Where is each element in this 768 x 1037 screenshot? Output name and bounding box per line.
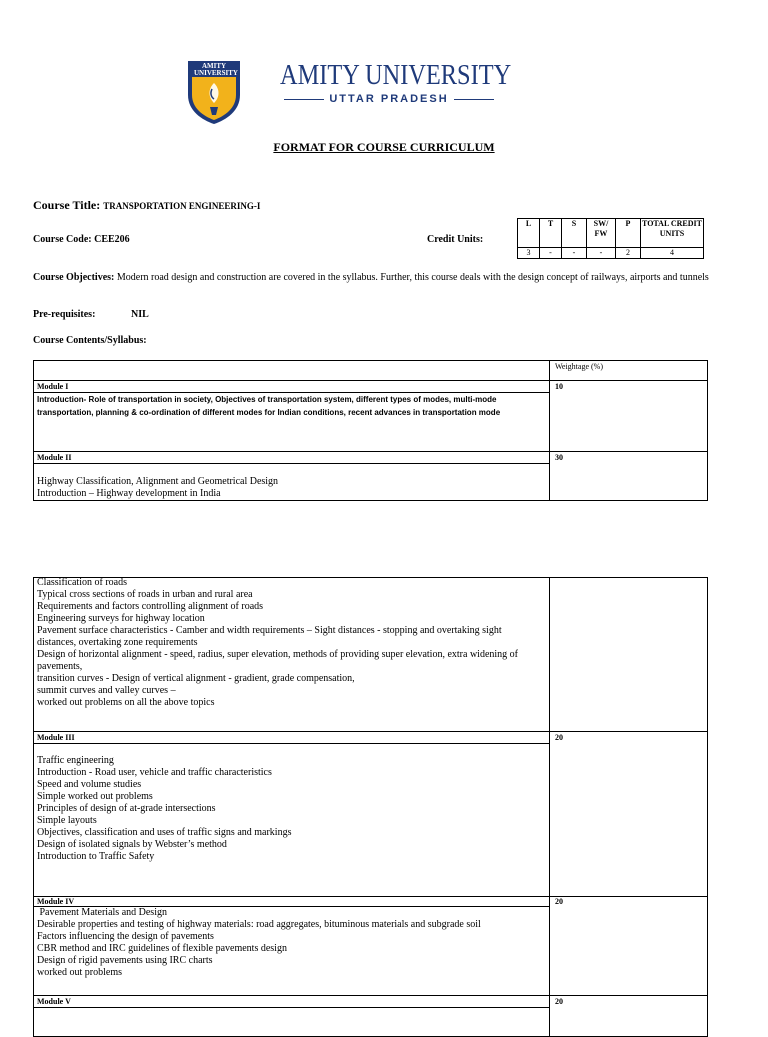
credit-units-label: Credit Units: bbox=[427, 234, 484, 245]
university-subtitle-text: UTTAR PRADESH bbox=[329, 93, 449, 105]
content-line: Classification of roads bbox=[37, 577, 127, 588]
module-2-title: Module II bbox=[37, 453, 72, 462]
objectives-text: Modern road design and construction are covered in the syllabus. Further, this course deals with the design concept of railways, airports and tunnels bbox=[116, 272, 709, 283]
content-line: Objectives, classification and uses of traffic signs and markings bbox=[37, 827, 292, 838]
content-line: summit curves and valley curves – bbox=[37, 685, 176, 696]
module-1-weight: 10 bbox=[555, 382, 563, 391]
content-line: Requirements and factors controlling alignment of roads bbox=[37, 601, 264, 612]
course-code bbox=[33, 234, 130, 245]
credit-header-cell: TOTAL CREDIT UNITS bbox=[641, 219, 704, 248]
divider bbox=[284, 99, 324, 100]
content-line: Introduction to Traffic Safety bbox=[37, 851, 155, 862]
prerequisites-value: NIL bbox=[131, 309, 149, 320]
row-divider bbox=[33, 463, 549, 464]
module-4-weight: 20 bbox=[555, 897, 563, 906]
column-divider bbox=[549, 577, 550, 1037]
course-title-value: TRANSPORTATION ENGINEERING-I bbox=[103, 201, 261, 211]
credit-header-cell: T bbox=[540, 219, 562, 248]
credit-header-cell: S bbox=[562, 219, 587, 248]
row-divider bbox=[33, 1007, 549, 1008]
module-3-content bbox=[37, 755, 291, 863]
content-line: Design of isolated signals by Webster’s method bbox=[37, 839, 227, 850]
content-line: Introduction – Highway development in India bbox=[37, 488, 221, 499]
credit-header-cell: SW/ FW bbox=[587, 219, 616, 248]
university-subtitle bbox=[284, 93, 494, 105]
syllabus-label: Course Contents/Syllabus: bbox=[33, 335, 147, 346]
row-divider bbox=[33, 380, 708, 381]
content-line: Principles of design of at-grade intersections bbox=[37, 803, 216, 814]
logo-text: AMITY UNIVERSITY bbox=[194, 62, 238, 77]
content-line: worked out problems on all the above topics bbox=[37, 697, 215, 708]
row-divider bbox=[33, 451, 708, 452]
course-title bbox=[33, 198, 260, 213]
content-line: Engineering surveys for highway location bbox=[37, 613, 205, 624]
content-line: Pavement surface characteristics - Camber and width requirements – Sight distances - stopping and overtaking sight bbox=[37, 625, 502, 636]
content-line: Design of horizontal alignment - speed, radius, super elevation, methods of providing super elevation, extra widening of bbox=[37, 649, 518, 660]
divider bbox=[454, 99, 494, 100]
credit-units-table bbox=[517, 218, 704, 259]
module-4-title: Module IV bbox=[37, 897, 75, 906]
content-line: Desirable properties and testing of highway materials: road aggregates, bituminous materials and subgrade soil bbox=[37, 919, 481, 930]
row-divider bbox=[33, 743, 549, 744]
module-5-weight: 20 bbox=[555, 997, 563, 1006]
row-divider bbox=[33, 995, 708, 996]
module-4-content bbox=[37, 907, 481, 979]
credit-value-cell: - bbox=[562, 248, 587, 259]
course-title-label: Course Title: bbox=[33, 198, 101, 212]
content-line: Traffic engineering bbox=[37, 755, 114, 766]
content-line: distances, overtaking zone requirements bbox=[37, 637, 198, 648]
module-3-title: Module III bbox=[37, 733, 75, 742]
credit-value-cell: 4 bbox=[641, 248, 704, 259]
module-1-title: Module I bbox=[37, 382, 69, 391]
credit-header-cell: P bbox=[616, 219, 641, 248]
module-3-weight: 20 bbox=[555, 733, 563, 742]
module-1-content: Introduction- Role of transportation in society, Objectives of transportation system, different types of modes, multi-mode transportation, planning & co-ordination of different modes for Indian conditions, recent advances in transportation mode bbox=[37, 395, 501, 417]
module-5-title: Module V bbox=[37, 997, 71, 1006]
module-2-continued bbox=[37, 577, 518, 709]
course-objectives bbox=[33, 272, 755, 283]
column-divider bbox=[549, 360, 550, 501]
content-line: pavements, bbox=[37, 661, 83, 672]
content-line: transition curves - Design of vertical alignment - gradient, grade compensation, bbox=[37, 673, 355, 684]
content-line: Highway Classification, Alignment and Geometrical Design bbox=[37, 476, 279, 487]
row-divider bbox=[33, 896, 708, 897]
content-line: Simple layouts bbox=[37, 815, 97, 826]
document-title: FORMAT FOR COURSE CURRICULUM bbox=[273, 140, 495, 154]
weightage-header: Weightage (%) bbox=[555, 362, 603, 371]
module-2-weight: 30 bbox=[555, 453, 563, 462]
content-line: CBR method and IRC guidelines of flexible pavements design bbox=[37, 943, 287, 954]
course-code-label: Course Code: bbox=[33, 234, 92, 245]
credit-header-cell: L bbox=[518, 219, 540, 248]
credit-value-cell: 3 bbox=[518, 248, 540, 259]
objectives-label: Course Objectives: bbox=[33, 272, 115, 283]
content-line: Introduction - Road user, vehicle and traffic characteristics bbox=[37, 767, 272, 778]
content-line: Typical cross sections of roads in urban and rural area bbox=[37, 589, 253, 600]
module-2-content bbox=[37, 476, 278, 500]
credit-value-cell: - bbox=[587, 248, 616, 259]
prerequisites-label: Pre-requisites: bbox=[33, 309, 96, 320]
row-divider bbox=[33, 731, 708, 732]
content-line: Simple worked out problems bbox=[37, 791, 153, 802]
content-line: Speed and volume studies bbox=[37, 779, 142, 790]
course-code-value: CEE206 bbox=[94, 234, 130, 245]
content-line: worked out problems bbox=[37, 967, 122, 978]
content-line: Design of rigid pavements using IRC charts bbox=[37, 955, 213, 966]
content-line: Factors influencing the design of pavements bbox=[37, 931, 214, 942]
credit-value-cell: 2 bbox=[616, 248, 641, 259]
university-name: AMITY UNIVERSITY bbox=[280, 59, 512, 91]
credit-value-cell: - bbox=[540, 248, 562, 259]
content-line: Pavement Materials and Design bbox=[37, 907, 167, 918]
